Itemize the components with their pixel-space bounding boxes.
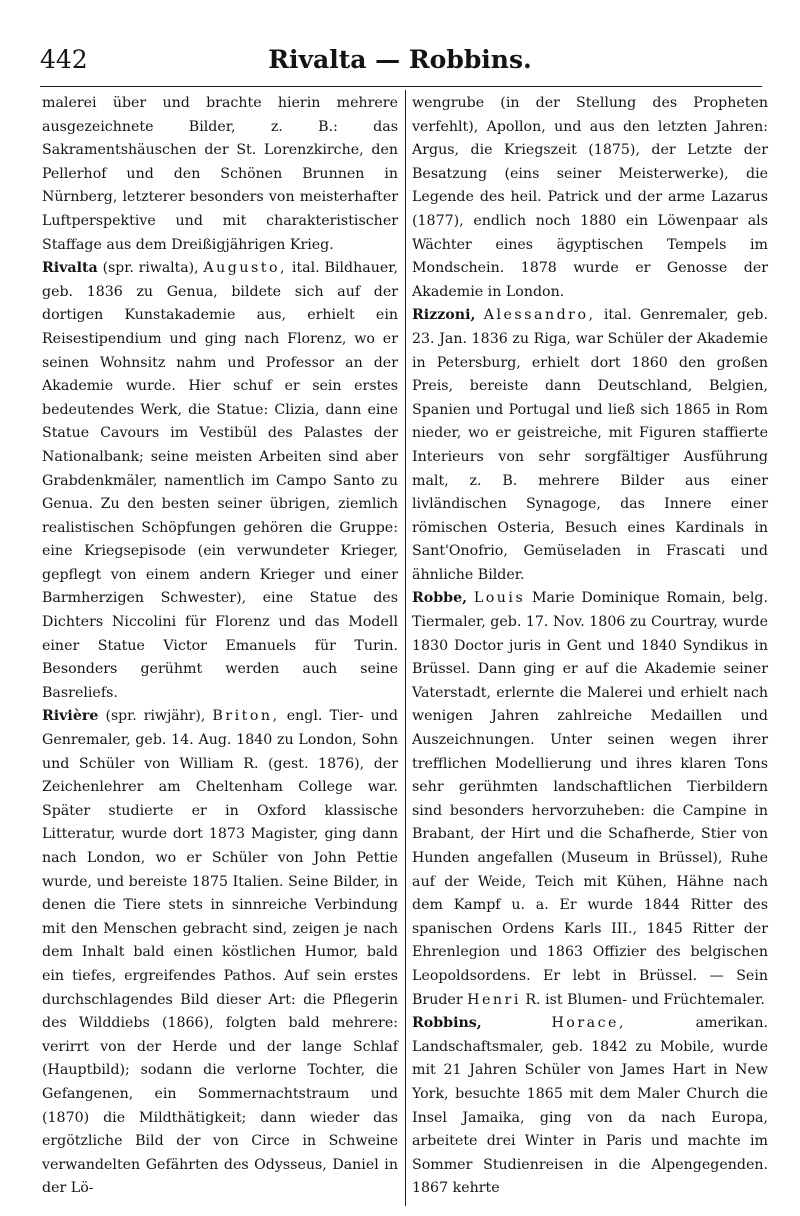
entry-text: engl. Tier- und Genremaler, geb. 14. Aug. 1840 zu London, Sohn und Schüler von William R. (gest. 1876), der Zeichenlehrer am Cheltenham College war. Später studierte er in Oxford klassische Litteratur, wurde dort 1873 Magister, ging dann nach London, wo er Schüler von John Pettie wurde, und bereiste 1875 Italien. Seine Bilder, in denen die Tiere stets in sinnreiche Verbindung mit den Menschen gebracht sind, zeigen je nach dem Inhalt bald einen köstlichen Humor, bald ein tiefes, ergreifendes Pathos. Auf sein erstes durchschlagendes Bild dieser Art: die Pflegerin des Wilddiebs (1866), folgten bald mehrere: verirrt von der Herde und der lange Schlaf (Hauptbild); sodann die verlorne Tochter, die Gefangenen, ein Sommernachtstraum und (1870) die Mildthätigkeit; dann wieder das ergötzliche Bild der von Circe in Schweine verwandelten Gefährten des Odysseus, Daniel in der Lö-: [42, 708, 399, 1197]
entry-headword: Rivière: [42, 708, 99, 725]
entry-forename: Louis: [473, 590, 526, 607]
continuation-text: wengrube (in der Stellung des Propheten verfehlt), Apollon, und aus den letzten Jahren: Argus, die Kriegszeit (1875), der Letzte der Besatzung (eins seiner Meisterwerke), die Legende des heil. Patrick und der arme Lazarus (1877), endlich noch 1880 ein Löwenpaar als Wächter eines ägyptischen Tempels im Mondschein. 1878 wurde er Genosse der Akademie in London.: [412, 95, 768, 300]
header-rule: [40, 86, 762, 87]
entry-brother-name: Henri: [467, 991, 521, 1008]
continuation-text: malerei über und brachte hierin mehrere ausgezeichnete Bilder, z. B.: das Sakramentshäuschen der St. Lorenzkirche, den Pellerhof und den Schönen Brunnen in Nürnberg, letzterer besonders von meisterhafter Luftperspektive und mit charakteristischer Staffage aus dem Dreißigjährigen Krieg.: [42, 95, 398, 253]
running-head: [40, 40, 760, 80]
entry-robbe: [412, 587, 768, 1012]
entry-forename: Augusto,: [203, 260, 288, 277]
entry-pronunciation: (spr. riwjähr),: [105, 708, 206, 725]
entry-forename: Alessandro,: [483, 307, 596, 324]
entry-rizzoni: [412, 304, 768, 587]
entry-headword: Rizzoni,: [412, 307, 476, 324]
entry-text: amerikan. Landschaftsmaler, geb. 1842 zu Mobile, wurde mit 21 Jahren Schüler von James Hart in New York, besuchte 1865 mit dem Maler Church die Insel Jamaika, ging von da nach Europa, arbeitete drei Winter in Paris und machte im Sommer Studienreisen in die Alpengegenden. 1867 kehrte: [412, 1015, 768, 1197]
entry-text: ital. Genremaler, geb. 23. Jan. 1836 zu Riga, war Schüler der Akademie in Petersburg, erhielt dort 1860 den großen Preis, bereiste dann Deutschland, Belgien, Spanien und Portugal und ließ sich 1865 in Rom nieder, wo er geistreiche, mit Figuren staffierte Interieurs von sehr sorgfältiger Ausführung malt, z. B. mehrere Bilder aus einer livländischen Synagoge, das Innere einer römischen Osteria, Besuch eines Kardinals in Sant'Onofrio, Gemüseladen in Frascati und ähnliche Bilder.: [412, 307, 768, 583]
entry-rivalta: [42, 257, 398, 705]
entry-headword: Robbins,: [412, 1015, 482, 1032]
column-divider: [405, 90, 406, 1206]
entry-forename: Briton,: [212, 708, 280, 725]
entry-pronunciation: (spr. riwalta),: [102, 260, 199, 277]
entry-brother-text: R. ist Blumen- und Früchtemaler.: [525, 991, 765, 1008]
page-title: Rivalta — Robbins.: [268, 45, 532, 74]
entry-headword: Rivalta: [42, 260, 98, 277]
right-column: [412, 92, 768, 1201]
entry-text: Marie Dominique Romain, belg. Tiermaler, geb. 17. Nov. 1806 zu Courtray, wurde 1830 Doctor juris in Gent und 1840 Syndikus in Brüssel. Dann ging er auf die Akademie seiner Vaterstadt, erlernte die Malerei und erhielt nach wenigen Jahren zahlreiche Medaillen und Auszeichnungen. Unter seinen wegen ihrer trefflichen Modellierung und ihres klaren Tons sehr gerühmten landschaftlichen Tierbildern sind besonders hervorzuheben: die Campine in Brabant, der Hirt und die Schafherde, Stier von Hunden angefallen (Museum in Brüssel), Ruhe auf der Weide, Teich mit Kühen, Hähne nach dem Kampf u. a. Er wurde 1844 Ritter des spanischen Ordens Karls III., 1845 Ritter der Ehrenlegion und 1863 Offizier des belgischen Leopoldsordens. Er lebt in Brüssel. — Sein Bruder: [412, 590, 769, 1008]
entry-riviere: [42, 705, 398, 1200]
entry-forename: Horace,: [551, 1015, 626, 1032]
entry-text: ital. Bildhauer, geb. 1836 zu Genua, bildete sich auf der dortigen Kunstakademie aus, erhielt ein Reisestipendium und ging nach Florenz, wo er seinen Wohnsitz nahm und Professor an der Akademie wurde. Hier schuf er sein erstes bedeutendes Werk, die Statue: Clizia, dann eine Statue Cavours im Vestibül des Palastes der Nationalbank; seine meisten Arbeiten sind aber Grabdenkmäler, namentlich im Campo Santo zu Genua. Zu den besten seiner übrigen, ziemlich realistischen Schöpfungen gehören die Gruppe: eine Kriegsepisode (ein verwundeter Krieger, gepflegt von einem andern Krieger und einer Barmherzigen Schwester), eine Statue des Dichters Niccolini für Florenz und das Modell einer Statue Victor Emanuels für Turin. Besonders gerühmt werden auch seine Basreliefs.: [42, 260, 398, 701]
page-number: 442: [40, 45, 88, 74]
entry-robbins: [412, 1012, 768, 1201]
left-column: [42, 92, 398, 1201]
entry-headword: Robbe,: [412, 590, 468, 607]
